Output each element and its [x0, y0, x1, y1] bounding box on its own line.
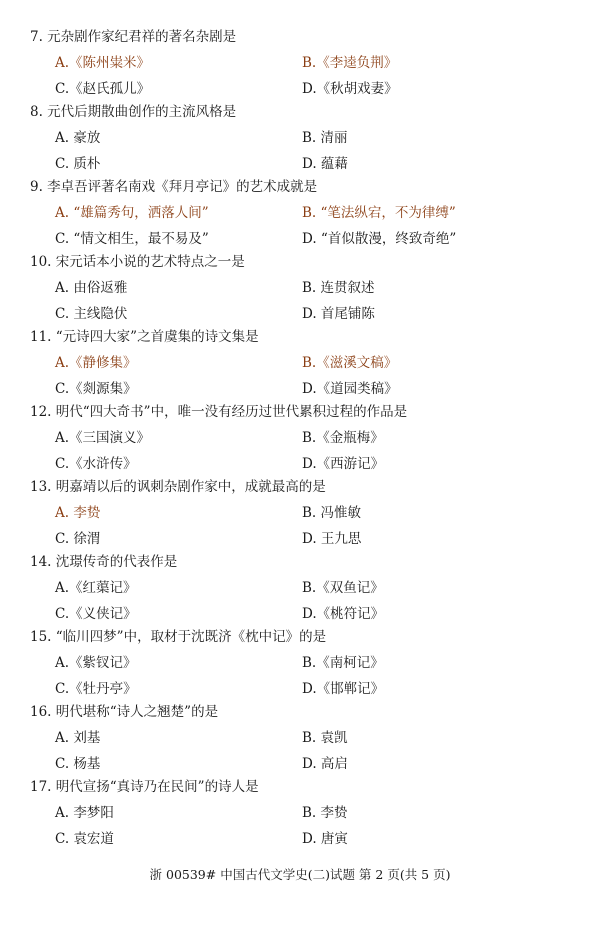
question-stem: 16. 明代堪称“诗人之翘楚”的是	[30, 704, 219, 720]
answer-option: B.《双鱼记》	[302, 580, 384, 596]
answer-option: D. 蕴藉	[302, 156, 348, 172]
page-footer: 浙 00539# 中国古代文学史(二)试题 第 2 页(共 5 页)	[149, 867, 451, 882]
answer-option: C. “情文相生，最不易及”	[55, 231, 209, 247]
question-block	[0, 252, 600, 327]
answer-option: D. “首似散漫，终致奇绝”	[302, 231, 457, 247]
answer-option: D.《桃符记》	[302, 606, 385, 622]
answer-option: A. 豪放	[55, 130, 101, 146]
answer-option: C.《牡丹亭》	[55, 681, 137, 697]
answer-option: A. “雄篇秀句，洒落人间”	[55, 205, 209, 221]
answer-option: D.《邯郸记》	[302, 681, 385, 697]
answer-option: B. 袁凯	[302, 730, 348, 746]
answer-option: A.《红蕖记》	[55, 580, 137, 596]
question-stem: 9. 李卓吾评著名南戏《拜月亭记》的艺术成就是	[30, 179, 318, 195]
answer-option: A. 李梦阳	[55, 805, 114, 821]
answer-option: B.《南柯记》	[302, 655, 384, 671]
question-block	[0, 477, 600, 552]
question-stem: 7. 元杂剧作家纪君祥的著名杂剧是	[30, 29, 237, 45]
question-stem: 11. “元诗四大家”之首虞集的诗文集是	[30, 329, 259, 345]
answer-option: C. 袁宏道	[55, 831, 114, 847]
question-block	[0, 102, 600, 177]
answer-option: B. 李贽	[302, 805, 348, 821]
answer-option: D. 首尾铺陈	[302, 306, 375, 322]
answer-option: A.《静修集》	[55, 355, 137, 371]
question-block	[0, 627, 600, 702]
answer-option: D.《道园类稿》	[302, 381, 398, 397]
answer-option: A. 刘基	[55, 730, 101, 746]
answer-option: C. 主线隐伏	[55, 306, 128, 322]
question-block	[0, 327, 600, 402]
question-block	[0, 552, 600, 627]
question-stem: 13. 明嘉靖以后的讽刺杂剧作家中，成就最高的是	[30, 479, 326, 495]
question-stem: 12. 明代“四大奇书”中，唯一没有经历过世代累积过程的作品是	[30, 404, 408, 420]
answer-option: C. 徐渭	[55, 531, 101, 547]
answer-option: D.《西游记》	[302, 456, 385, 472]
question-stem: 15. “临川四梦”中，取材于沈既济《枕中记》的是	[30, 629, 327, 645]
question-stem: 17. 明代宣扬“真诗乃在民间”的诗人是	[30, 779, 259, 795]
answer-option: B.《李逵负荆》	[302, 55, 398, 71]
answer-option: A.《紫钗记》	[55, 655, 137, 671]
question-block	[0, 777, 600, 852]
answer-option: D.《秋胡戏妻》	[302, 81, 398, 97]
question-stem: 10. 宋元话本小说的艺术特点之一是	[30, 254, 245, 270]
answer-option: C.《水浒传》	[55, 456, 137, 472]
answer-option: C.《义侠记》	[55, 606, 137, 622]
answer-option: C.《赵氏孤儿》	[55, 81, 151, 97]
question-stem: 8. 元代后期散曲创作的主流风格是	[30, 104, 237, 120]
answer-option: B. 连贯叙述	[302, 280, 375, 296]
answer-option: D. 唐寅	[302, 831, 348, 847]
answer-option: B. 清丽	[302, 130, 348, 146]
answer-option: C.《剡源集》	[55, 381, 137, 397]
answer-option: B. “笔法纵宕，不为律缚”	[302, 205, 456, 221]
question-block	[0, 702, 600, 777]
question-block	[0, 402, 600, 477]
question-block	[0, 177, 600, 252]
answer-option: A.《陈州粜米》	[55, 55, 151, 71]
answer-option: D. 王九思	[302, 531, 362, 547]
answer-option: B. 冯惟敏	[302, 505, 362, 521]
question-block	[0, 27, 600, 102]
answer-option: C. 质朴	[55, 156, 101, 172]
answer-option: D. 高启	[302, 756, 348, 772]
answer-option: C. 杨基	[55, 756, 101, 772]
answer-option: B.《滋溪文稿》	[302, 355, 398, 371]
answer-option: A. 由俗返雅	[55, 280, 128, 296]
question-stem: 14. 沈璟传奇的代表作是	[30, 554, 178, 570]
answer-option: A.《三国演义》	[55, 430, 151, 446]
answer-option: B.《金瓶梅》	[302, 430, 384, 446]
answer-option: A. 李贽	[55, 505, 101, 521]
